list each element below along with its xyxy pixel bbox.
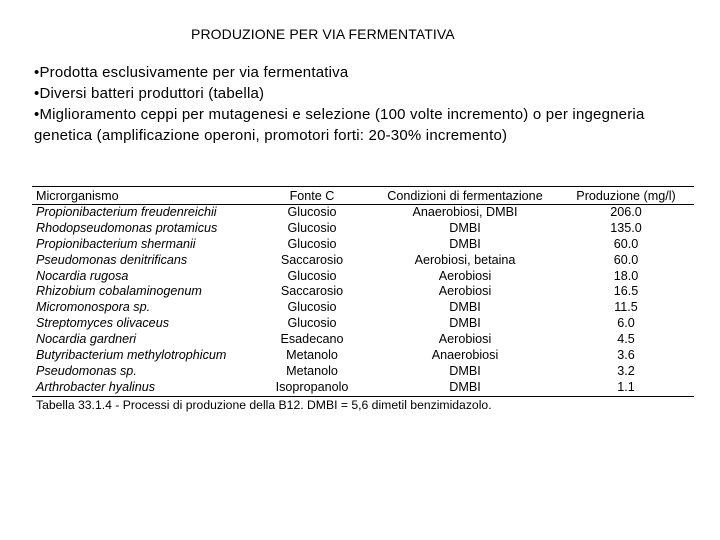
table-caption: Tabella 33.1.4 - Processi di produzione della B12. DMBI = 5,6 dimetil benzimidazolo. [36,397,492,412]
cell-condizioni: DMBI [449,363,481,378]
cell-fonte-c: Glucosio [287,300,337,315]
cell-condizioni: DMBI [449,220,481,235]
cell-condizioni: Aerobiosi [438,284,492,299]
cell-fonte-c: Glucosio [287,220,337,235]
cell-condizioni: DMBI [449,316,481,331]
cell-microrganismo: Propionibacterium shermanii [36,236,196,251]
header-produzione: Produzione (mg/l) [576,189,676,203]
cell-produzione: 1.1 [617,379,635,394]
cell-produzione: 60.0 [613,236,639,251]
cell-condizioni: Aerobiosi [438,268,492,283]
bullet-item: •Diversi batteri produttori (tabella) [34,85,265,102]
table-row [32,253,694,269]
cell-microrganismo: Arthrobacter hyalinus [36,379,156,394]
cell-produzione: 4.5 [617,332,635,347]
cell-microrganismo: Propionibacterium freudenreichii [36,205,217,219]
cell-microrganismo: Nocardia gardneri [36,332,137,347]
table-row [32,364,694,380]
table-row [32,348,694,364]
cell-fonte-c: Metanolo [286,363,338,378]
bullet-list [34,62,694,146]
cell-fonte-c: Metanolo [286,348,338,363]
table-body [32,205,694,396]
header-condizioni: Condizioni di fermentazione [387,189,543,203]
cell-produzione: 135.0 [610,220,642,235]
cell-microrganismo: Pseudomonas sp. [36,363,137,378]
table-row [32,284,694,300]
cell-condizioni: Anaerobiosi [431,348,499,363]
cell-fonte-c: Glucosio [287,316,337,331]
header-microrganismo: Microrganismo [36,189,119,203]
table-row [32,205,694,221]
header-fonte-c: Fonte C [289,189,335,203]
cell-condizioni: Aerobiosi [438,332,492,347]
table-row [32,237,694,253]
table-row [32,316,694,332]
cell-produzione: 60.0 [613,252,639,267]
cell-produzione: 11.5 [614,300,638,315]
table-row [32,300,694,316]
cell-fonte-c: Isopropanolo [275,379,349,394]
cell-produzione: 3.2 [617,363,635,378]
cell-fonte-c: Saccarosio [280,252,344,267]
cell-condizioni: DMBI [449,236,481,251]
bullet-item: •Miglioramento ceppi per mutagenesi e selezione (100 volte incremento) o per ingegneria genetica (amplificazione operoni, promotori forti: 20-30% incremento) [34,106,645,144]
table-header-row [32,187,694,204]
table-row [32,221,694,237]
cell-condizioni: Anaerobiosi, DMBI [412,205,518,219]
cell-fonte-c: Glucosio [287,205,337,219]
cell-microrganismo: Butyribacterium methylotrophicum [36,348,227,363]
bullet-item: •Prodotta esclusivamente per via fermentativa [34,64,349,81]
cell-condizioni: DMBI [449,300,481,315]
cell-produzione: 6.0 [617,316,635,331]
cell-produzione: 206.0 [610,205,642,219]
table-row [32,380,694,396]
table-row [32,332,694,348]
cell-fonte-c: Esadecano [280,332,344,347]
cell-fonte-c: Glucosio [287,268,337,283]
cell-produzione: 16.5 [613,284,639,299]
table-row [32,269,694,285]
cell-microrganismo: Streptomyces olivaceus [36,316,169,331]
cell-microrganismo: Rhodopseudomonas protamicus [36,220,218,235]
cell-fonte-c: Saccarosio [280,284,344,299]
cell-fonte-c: Glucosio [287,236,337,251]
slide-title: PRODUZIONE PER VIA FERMENTATIVA [191,26,455,42]
cell-condizioni: DMBI [449,379,481,394]
cell-produzione: 3.6 [617,348,635,363]
cell-microrganismo: Rhizobium cobalaminogenum [36,284,202,299]
production-table [32,186,694,413]
cell-microrganismo: Nocardia rugosa [36,268,129,283]
cell-produzione: 18.0 [613,268,639,283]
cell-condizioni: Aerobiosi, betaina [414,252,516,267]
cell-microrganismo: Micromonospora sp. [36,300,151,315]
cell-microrganismo: Pseudomonas denitrificans [36,252,188,267]
